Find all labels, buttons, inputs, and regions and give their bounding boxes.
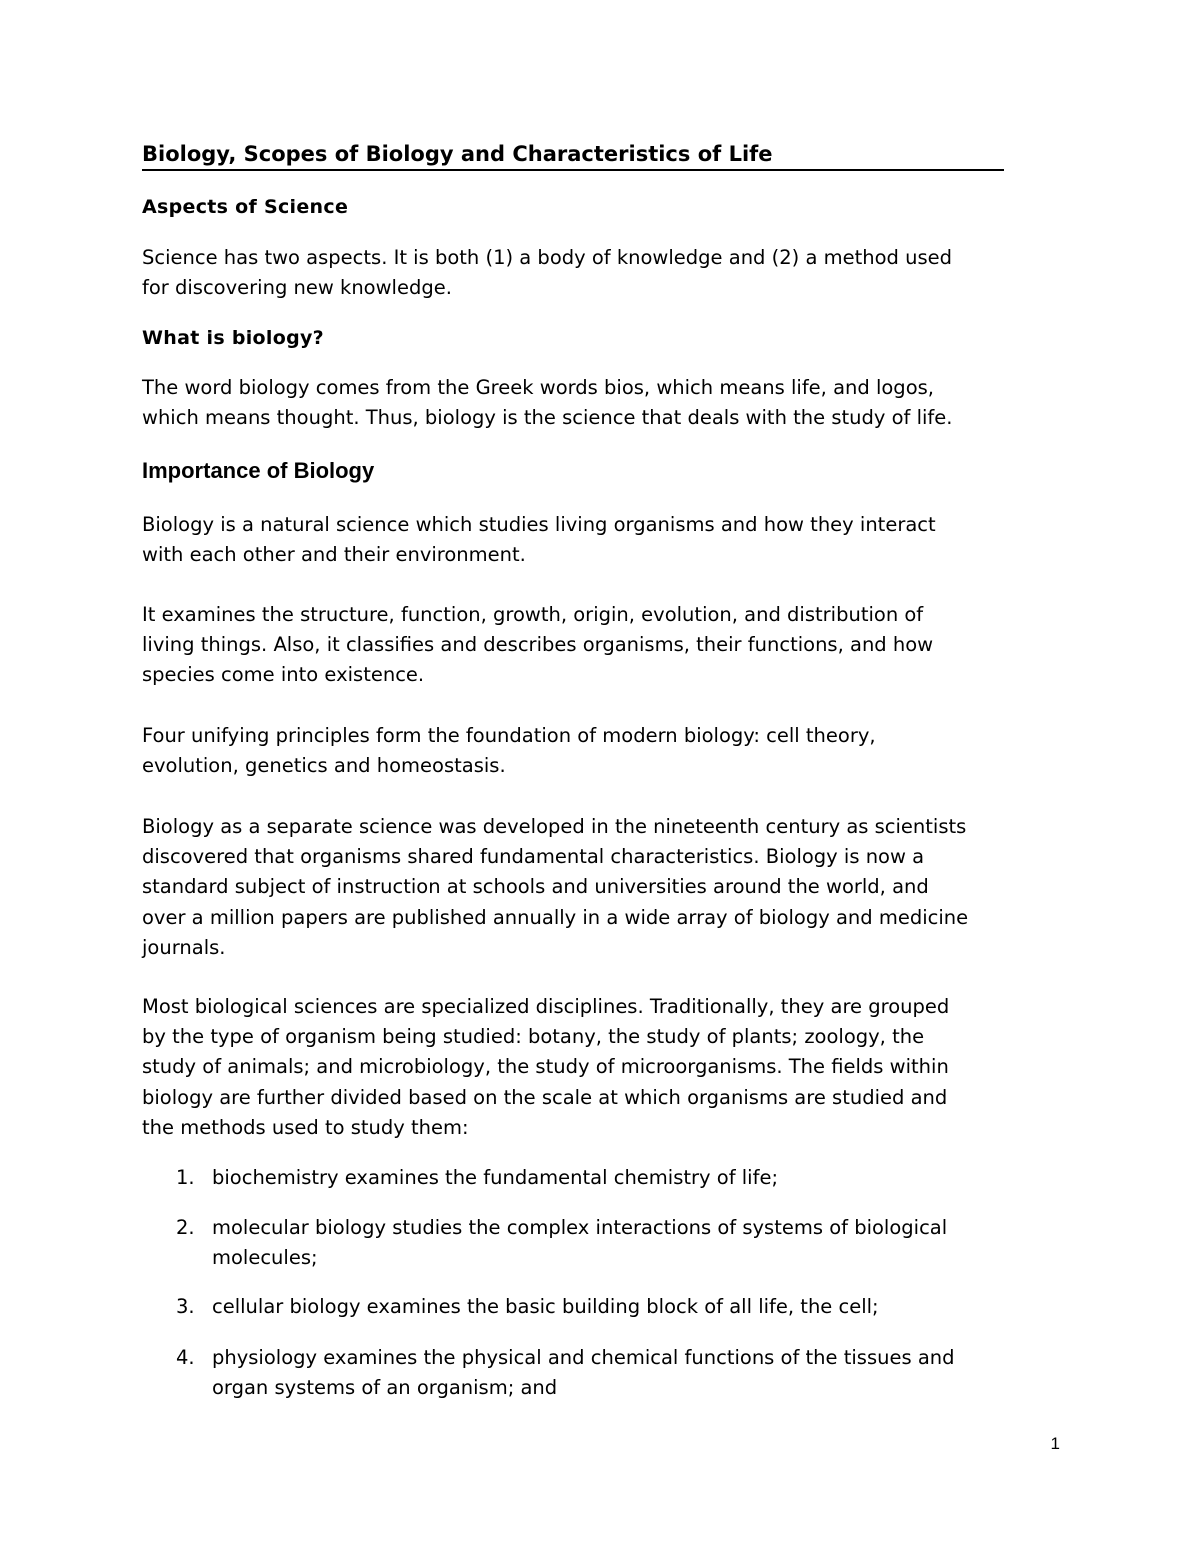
- importance-paragraph-3: [142, 721, 1072, 781]
- paragraph-line: by the type of organism being studied: botany, the study of plants; zoology, the: [142, 1025, 925, 1049]
- list-item-line: molecular biology studies the complex interactions of systems of biological: [212, 1216, 948, 1239]
- paragraph-line: living things. Also, it classifies and describes organisms, their functions, and how: [142, 633, 934, 657]
- what-is-biology-paragraph: [142, 373, 1072, 433]
- paragraph-line: It examines the structure, function, growth, origin, evolution, and distribution of: [142, 603, 924, 626]
- paragraph-line: biology are further divided based on the scale at which organisms are studied and: [142, 1085, 948, 1109]
- list-item: [176, 1292, 1076, 1322]
- paragraph-line: species come into existence.: [142, 663, 425, 687]
- list-item-line: cellular biology examines the basic building block of all life, the cell;: [212, 1295, 879, 1318]
- paragraph-line: Biology is a natural science which studies living organisms and how they interact: [142, 513, 936, 536]
- what-is-biology-heading: What is biology?: [142, 327, 324, 349]
- importance-paragraph-2: [142, 600, 1072, 691]
- list-item: [176, 1163, 1076, 1193]
- list-number: 4.: [176, 1346, 195, 1369]
- list-item-text: [212, 1343, 1076, 1403]
- list-item-line: biochemistry examines the fundamental chemistry of life;: [212, 1166, 779, 1189]
- list-item-text: [212, 1213, 1076, 1273]
- page-number: 1: [1050, 1434, 1060, 1453]
- paragraph-line: Biology as a separate science was developed in the nineteenth century as scientists: [142, 815, 967, 838]
- paragraph-line: standard subject of instruction at schools and universities around the world, and: [142, 875, 929, 899]
- list-item-text: [212, 1292, 1076, 1322]
- paragraph-line: The word biology comes from the Greek words bios, which means life, and logos,: [142, 376, 934, 399]
- importance-paragraph-1: [142, 510, 1072, 570]
- paragraph-line: journals.: [142, 935, 226, 959]
- list-item-line: physiology examines the physical and chemical functions of the tissues and: [212, 1346, 955, 1369]
- list-item: [176, 1343, 1076, 1403]
- paragraph-line: study of animals; and microbiology, the study of microorganisms. The fields within: [142, 1055, 949, 1079]
- list-item-line: organ systems of an organism; and: [212, 1376, 558, 1400]
- importance-paragraph-5: [142, 992, 1072, 1143]
- document-title: Biology, Scopes of Biology and Characteristics of Life: [142, 140, 1004, 171]
- aspects-of-science-heading: Aspects of Science: [142, 196, 349, 218]
- paragraph-line: Science has two aspects. It is both (1) a body of knowledge and (2) a method used: [142, 246, 953, 269]
- paragraph-line: Four unifying principles form the foundation of modern biology: cell theory,: [142, 724, 876, 747]
- list-number: 1.: [176, 1166, 195, 1189]
- importance-of-biology-heading: Importance of Biology: [142, 458, 375, 483]
- paragraph-line: discovered that organisms shared fundamental characteristics. Biology is now a: [142, 845, 925, 869]
- paragraph-line: the methods used to study them:: [142, 1115, 469, 1139]
- aspects-paragraph: [142, 243, 1072, 303]
- paragraph-line: evolution, genetics and homeostasis.: [142, 754, 506, 778]
- paragraph-line: over a million papers are published annually in a wide array of biology and medicine: [142, 905, 969, 929]
- list-item: [176, 1213, 1076, 1273]
- list-item-line: molecules;: [212, 1246, 318, 1270]
- paragraph-line: for discovering new knowledge.: [142, 276, 452, 300]
- paragraph-line: Most biological sciences are specialized disciplines. Traditionally, they are grouped: [142, 995, 950, 1018]
- list-item-text: [212, 1163, 1076, 1193]
- list-number: 3.: [176, 1295, 195, 1318]
- paragraph-line: with each other and their environment.: [142, 543, 526, 567]
- paragraph-line: which means thought. Thus, biology is the science that deals with the study of life.: [142, 406, 953, 430]
- list-number: 2.: [176, 1216, 195, 1239]
- importance-paragraph-4: [142, 812, 1072, 963]
